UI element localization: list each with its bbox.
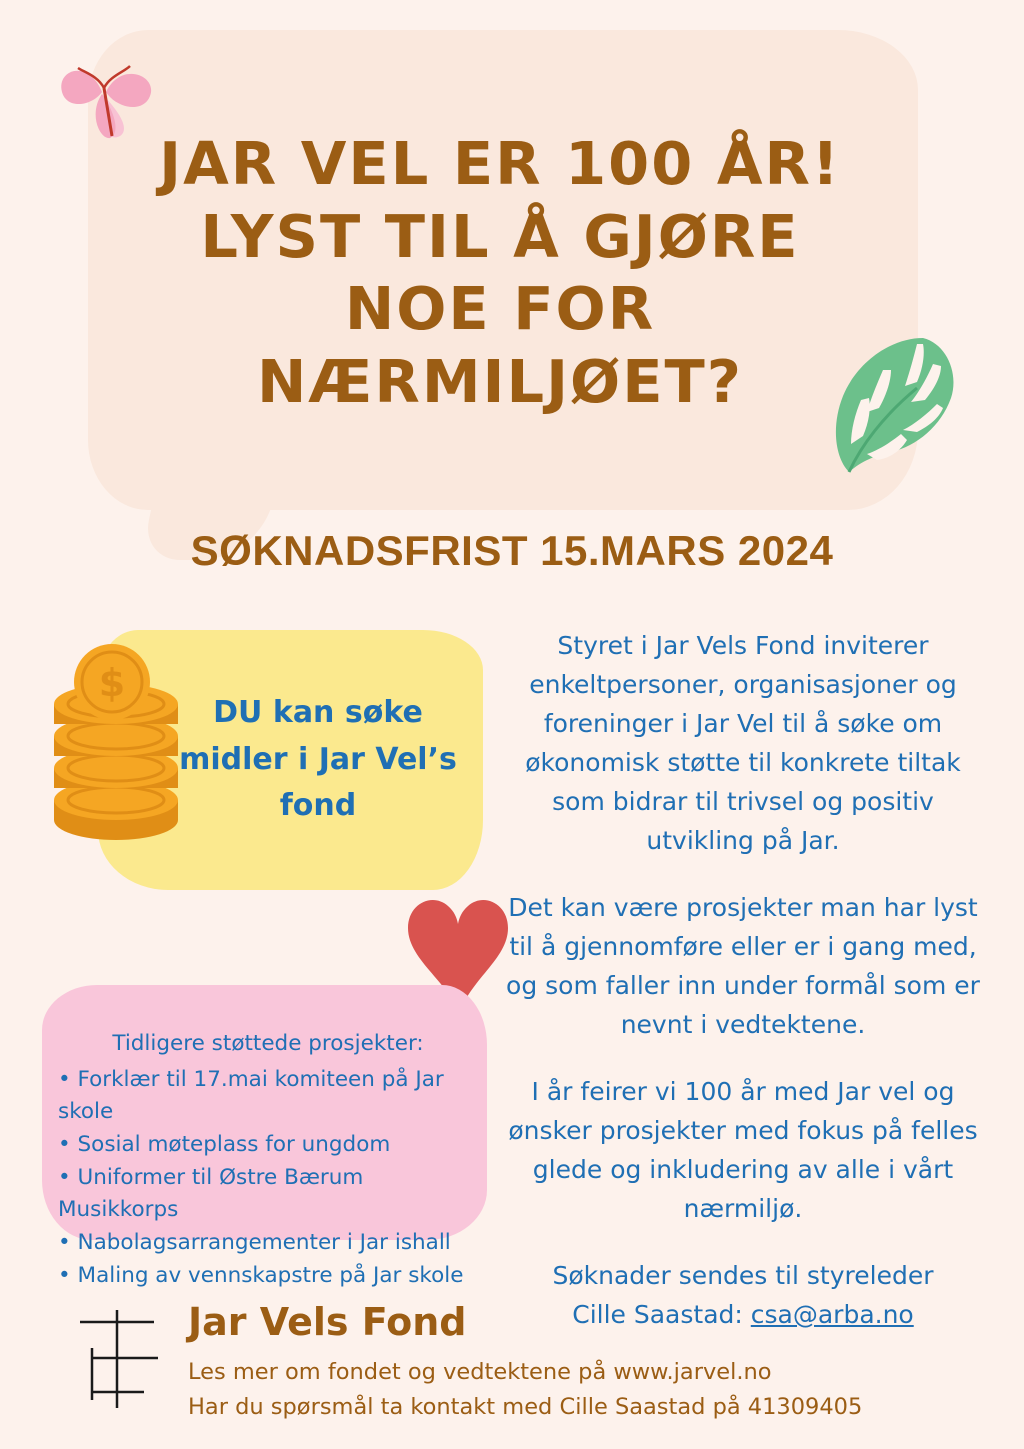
headline-line-4: NÆRMILJØET? [257, 346, 743, 416]
footer-line-2: Har du spørsmål ta kontakt med Cille Saastad på 41309405 [188, 1393, 863, 1420]
headline-line-1: JAR VEL ER 100 ÅR! [159, 129, 841, 198]
footer-details [188, 1355, 862, 1425]
body-paragraph-2: Det kan være prosjekter man har lyst til å gjennomføre eller er i gang med, og som faller inn under formål som er nevnt i vedtektene. [506, 893, 980, 1039]
list-item: • Forklær til 17.mai komiteen på Jar skole [58, 1066, 444, 1125]
previous-projects-content [58, 1028, 478, 1292]
list-item: • Nabolagsarrangementer i Jar ishall [58, 1230, 451, 1256]
callout-yellow-text: DU kan søke midler i Jar Vel’s fond [179, 695, 457, 823]
headline-line-3: NOE FOR [344, 274, 656, 344]
contact-block [498, 1256, 988, 1334]
deadline-text: SØKNADSFRIST 15.MARS 2024 [190, 527, 834, 574]
email-link[interactable]: csa@arba.no [750, 1300, 914, 1329]
contact-name: Cille Saastad: [572, 1300, 751, 1329]
previous-projects-list [58, 1064, 478, 1293]
list-item: • Uniformer til Østre Bærum Musikkorps [58, 1164, 364, 1223]
body-text-column [498, 626, 988, 1334]
footer-line-1: Les mer om fondet og vedtektene på www.jarvel.no [188, 1359, 772, 1385]
list-item: • Maling av vennskapstre på Jar skole [58, 1262, 464, 1288]
list-item: • Sosial møteplass for ungdom [58, 1132, 391, 1158]
previous-projects-title: Tidligere støttede prosjekter: [112, 1031, 424, 1056]
page-title [110, 128, 890, 418]
headline-line-2: LYST TIL Å GJØRE [200, 201, 800, 271]
body-paragraph-1: Styret i Jar Vels Fond inviterer enkeltpersoner, organisasjoner og foreninger i Jar Vel til å søke om økonomisk støtte til konkrete tiltak som bidrar til trivsel og positiv utvikling på Jar. [525, 631, 961, 855]
jar-vels-fond-logo [62, 1300, 172, 1415]
svg-text:$: $ [98, 661, 126, 705]
contact-line-1: Søknader sendes til styreleder [552, 1261, 934, 1290]
footer-title: Jar Vels Fond [188, 1300, 467, 1344]
body-paragraph-3: I år feirer vi 100 år med Jar vel og ønsker prosjekter med fokus på felles glede og inkludering av alle i vårt nærmiljø. [508, 1077, 978, 1223]
